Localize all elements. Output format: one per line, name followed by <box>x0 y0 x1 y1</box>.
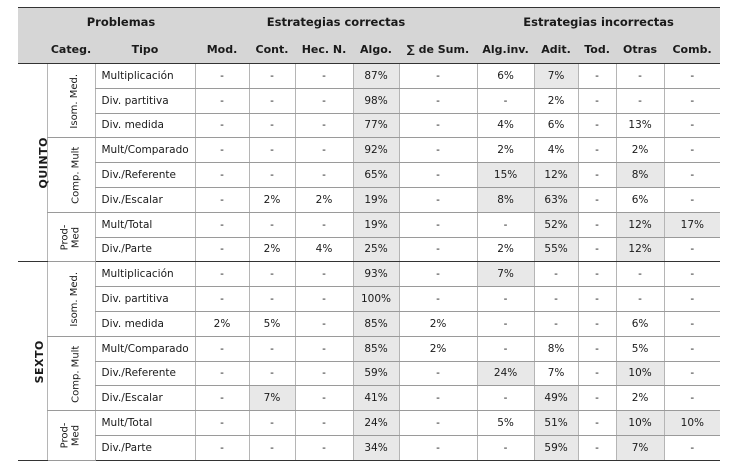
cell-algo: 93% <box>353 262 399 287</box>
cell-sum: - <box>399 163 477 188</box>
cell-alginv: - <box>477 88 534 113</box>
cell-hecn: - <box>295 262 353 287</box>
cell-comb: - <box>664 138 720 163</box>
cell-hecn: - <box>295 336 353 361</box>
category-label <box>47 64 95 138</box>
cell-adit: 55% <box>534 237 578 262</box>
col-header-mod: Mod. <box>195 36 249 64</box>
cell-algo: 25% <box>353 237 399 262</box>
cell-comb: - <box>664 237 720 262</box>
cell-tipo: Div./Escalar <box>95 386 195 411</box>
group-header-problemas: Problemas <box>47 8 195 37</box>
cell-tipo: Div./Parte <box>95 237 195 262</box>
cell-adit: 4% <box>534 138 578 163</box>
cell-alginv: 7% <box>477 262 534 287</box>
cell-cont: 2% <box>249 187 295 212</box>
group-header-incorrectas: Estrategias incorrectas <box>477 8 720 37</box>
col-header-sum: ∑ de Sum. <box>399 36 477 64</box>
table-row <box>18 435 720 460</box>
cell-sum: - <box>399 88 477 113</box>
cell-otras: 10% <box>616 411 664 436</box>
cell-mod: - <box>195 187 249 212</box>
cell-tod: - <box>578 435 616 460</box>
cell-cont: - <box>249 88 295 113</box>
cell-cont: - <box>249 113 295 138</box>
cell-comb: - <box>664 113 720 138</box>
cell-mod: - <box>195 163 249 188</box>
cell-adit: 51% <box>534 411 578 436</box>
cell-algo: 24% <box>353 411 399 436</box>
col-header-hecn: Hec. N. <box>295 36 353 64</box>
table-row <box>18 138 720 163</box>
col-header-categ: Categ. <box>47 36 95 64</box>
cell-otras: - <box>616 287 664 312</box>
table-row <box>18 212 720 237</box>
cell-cont: - <box>249 163 295 188</box>
cell-adit: 59% <box>534 435 578 460</box>
col-header-adit: Adit. <box>534 36 578 64</box>
col-header-tipo: Tipo <box>95 36 195 64</box>
cell-tipo: Div./Escalar <box>95 187 195 212</box>
cell-otras: - <box>616 88 664 113</box>
grade-label-text: QUINTO <box>36 137 50 189</box>
grade-label <box>18 64 50 262</box>
cell-cont: - <box>249 336 295 361</box>
cell-cont: - <box>249 212 295 237</box>
cell-alginv: - <box>477 386 534 411</box>
cell-otras: 12% <box>616 237 664 262</box>
cell-mod: - <box>195 411 249 436</box>
cell-mod: - <box>195 113 249 138</box>
cell-adit: 2% <box>534 88 578 113</box>
cell-algo: 41% <box>353 386 399 411</box>
cell-hecn: 4% <box>295 237 353 262</box>
cell-hecn: - <box>295 361 353 386</box>
cell-algo: 65% <box>353 163 399 188</box>
category-label-text: Prod- Med <box>59 224 81 250</box>
cell-tod: - <box>578 187 616 212</box>
cell-otras: - <box>616 64 664 89</box>
category-label-text: Comp. Mult <box>69 345 81 403</box>
cell-alginv: 8% <box>477 187 534 212</box>
cell-cont: - <box>249 435 295 460</box>
cell-tipo: Div./Referente <box>95 361 195 386</box>
cell-tod: - <box>578 237 616 262</box>
cell-comb: - <box>664 311 720 336</box>
cell-tod: - <box>578 113 616 138</box>
cell-tipo: Div. medida <box>95 113 195 138</box>
cell-hecn: - <box>295 386 353 411</box>
cell-otras: 10% <box>616 361 664 386</box>
cell-hecn: - <box>295 411 353 436</box>
cell-comb: - <box>664 336 720 361</box>
category-label <box>47 262 95 336</box>
cell-tod: - <box>578 88 616 113</box>
results-table-container <box>18 7 720 461</box>
cell-mod: 2% <box>195 311 249 336</box>
cell-cont: - <box>249 287 295 312</box>
cell-sum: 2% <box>399 336 477 361</box>
cell-hecn: - <box>295 64 353 89</box>
cell-hecn: - <box>295 138 353 163</box>
category-label-text: Comp. Mult <box>69 146 81 205</box>
cell-alginv: - <box>477 311 534 336</box>
cell-tod: - <box>578 262 616 287</box>
cell-adit: 7% <box>534 64 578 89</box>
cell-algo: 59% <box>353 361 399 386</box>
cell-tod: - <box>578 361 616 386</box>
category-label <box>47 336 95 410</box>
cell-alginv: - <box>477 336 534 361</box>
cell-algo: 77% <box>353 113 399 138</box>
cell-mod: - <box>195 435 249 460</box>
table-row <box>18 113 720 138</box>
cell-mod: - <box>195 237 249 262</box>
cell-mod: - <box>195 336 249 361</box>
cell-comb: 10% <box>664 411 720 436</box>
cell-cont: - <box>249 262 295 287</box>
cell-adit: 52% <box>534 212 578 237</box>
cell-tod: - <box>578 336 616 361</box>
cell-alginv: - <box>477 435 534 460</box>
cell-sum: - <box>399 64 477 89</box>
cell-comb: - <box>664 187 720 212</box>
cell-algo: 98% <box>353 88 399 113</box>
cell-alginv: - <box>477 287 534 312</box>
table-row <box>18 361 720 386</box>
col-header-comb: Comb. <box>664 36 720 64</box>
cell-otras: 8% <box>616 163 664 188</box>
cell-adit: 12% <box>534 163 578 188</box>
cell-algo: 92% <box>353 138 399 163</box>
cell-hecn: - <box>295 287 353 312</box>
cell-hecn: - <box>295 435 353 460</box>
cell-tod: - <box>578 212 616 237</box>
cell-otras: 2% <box>616 386 664 411</box>
category-label <box>47 212 95 262</box>
grade-label-text: SEXTO <box>32 339 46 383</box>
cell-mod: - <box>195 88 249 113</box>
cell-mod: - <box>195 212 249 237</box>
cell-sum: - <box>399 287 477 312</box>
table-row <box>18 311 720 336</box>
cell-otras: 2% <box>616 138 664 163</box>
cell-algo: 100% <box>353 287 399 312</box>
cell-mod: - <box>195 64 249 89</box>
cell-tipo: Div./Referente <box>95 163 195 188</box>
cell-hecn: - <box>295 311 353 336</box>
cell-adit: 7% <box>534 361 578 386</box>
cell-algo: 85% <box>353 336 399 361</box>
cell-sum: - <box>399 187 477 212</box>
cell-hecn: - <box>295 212 353 237</box>
cell-hecn: - <box>295 163 353 188</box>
table-row <box>18 386 720 411</box>
cell-tod: - <box>578 411 616 436</box>
cell-otras: 12% <box>616 212 664 237</box>
cell-adit: 49% <box>534 386 578 411</box>
cell-sum: - <box>399 138 477 163</box>
cell-hecn: - <box>295 88 353 113</box>
table-row <box>18 64 720 89</box>
cell-algo: 19% <box>353 187 399 212</box>
cell-tod: - <box>578 64 616 89</box>
col-header-otras: Otras <box>616 36 664 64</box>
table-row <box>18 88 720 113</box>
cell-algo: 87% <box>353 64 399 89</box>
grade-label <box>18 262 47 460</box>
cell-tipo: Mult/Comparado <box>95 336 195 361</box>
cell-mod: - <box>195 361 249 386</box>
cell-alginv: - <box>477 212 534 237</box>
cell-adit: 63% <box>534 187 578 212</box>
table-row <box>18 411 720 436</box>
cell-alginv: 2% <box>477 237 534 262</box>
cell-tod: - <box>578 163 616 188</box>
cell-alginv: 6% <box>477 64 534 89</box>
cell-tipo: Mult/Total <box>95 411 195 436</box>
table-header <box>18 8 720 64</box>
cell-sum: - <box>399 113 477 138</box>
cell-comb: - <box>664 361 720 386</box>
cell-alginv: 24% <box>477 361 534 386</box>
cell-cont: - <box>249 411 295 436</box>
cell-cont: 5% <box>249 311 295 336</box>
cell-sum: - <box>399 361 477 386</box>
cell-alginv: 4% <box>477 113 534 138</box>
cell-cont: - <box>249 138 295 163</box>
cell-tipo: Div. partitiva <box>95 287 195 312</box>
cell-adit: - <box>534 262 578 287</box>
table-row <box>18 336 720 361</box>
cell-alginv: 5% <box>477 411 534 436</box>
cell-tod: - <box>578 138 616 163</box>
cell-otras: 7% <box>616 435 664 460</box>
col-header-alginv: Alg.inv. <box>477 36 534 64</box>
cell-comb: - <box>664 386 720 411</box>
cell-hecn: 2% <box>295 187 353 212</box>
cell-comb: - <box>664 435 720 460</box>
col-header-tod: Tod. <box>578 36 616 64</box>
cell-mod: - <box>195 138 249 163</box>
cell-cont: - <box>249 64 295 89</box>
table-row <box>18 287 720 312</box>
cell-tod: - <box>578 386 616 411</box>
cell-sum: - <box>399 212 477 237</box>
cell-otras: 5% <box>616 336 664 361</box>
cell-adit: - <box>534 287 578 312</box>
cell-otras: 6% <box>616 311 664 336</box>
cell-tipo: Mult/Total <box>95 212 195 237</box>
cell-comb: 17% <box>664 212 720 237</box>
cell-comb: - <box>664 262 720 287</box>
col-header-cont: Cont. <box>249 36 295 64</box>
table-body <box>18 64 720 461</box>
table-row <box>18 237 720 262</box>
cell-tipo: Div./Parte <box>95 435 195 460</box>
cell-sum: - <box>399 237 477 262</box>
cell-tod: - <box>578 311 616 336</box>
cell-mod: - <box>195 287 249 312</box>
category-label-text: Isom. Med. <box>68 73 80 129</box>
cell-tipo: Multiplicación <box>95 64 195 89</box>
cell-cont: 7% <box>249 386 295 411</box>
cell-sum: - <box>399 262 477 287</box>
cell-tipo: Multiplicación <box>95 262 195 287</box>
cell-sum: 2% <box>399 311 477 336</box>
cell-alginv: 15% <box>477 163 534 188</box>
cell-otras: - <box>616 262 664 287</box>
cell-algo: 34% <box>353 435 399 460</box>
category-label-text: Prod- Med <box>59 422 81 449</box>
cell-comb: - <box>664 88 720 113</box>
table-row <box>18 187 720 212</box>
cell-alginv: 2% <box>477 138 534 163</box>
cell-sum: - <box>399 435 477 460</box>
cell-hecn: - <box>295 113 353 138</box>
cell-sum: - <box>399 411 477 436</box>
cell-comb: - <box>664 64 720 89</box>
cell-tod: - <box>578 287 616 312</box>
cell-algo: 19% <box>353 212 399 237</box>
cell-tipo: Mult/Comparado <box>95 138 195 163</box>
cell-mod: - <box>195 386 249 411</box>
cell-comb: - <box>664 287 720 312</box>
cell-adit: 8% <box>534 336 578 361</box>
cell-mod: - <box>195 262 249 287</box>
cell-tipo: Div. medida <box>95 311 195 336</box>
category-label <box>47 138 95 212</box>
strategies-table <box>18 7 720 461</box>
group-header-correctas: Estrategias correctas <box>195 8 477 37</box>
table-row <box>18 163 720 188</box>
cell-sum: - <box>399 386 477 411</box>
cell-algo: 85% <box>353 311 399 336</box>
category-label-text: Isom. Med. <box>68 272 80 327</box>
cell-tipo: Div. partitiva <box>95 88 195 113</box>
cell-adit: 6% <box>534 113 578 138</box>
category-label <box>47 411 95 461</box>
cell-cont: 2% <box>249 237 295 262</box>
col-header-algo: Algo. <box>353 36 399 64</box>
cell-otras: 6% <box>616 187 664 212</box>
cell-adit: - <box>534 311 578 336</box>
table-row <box>18 262 720 287</box>
cell-cont: - <box>249 361 295 386</box>
cell-otras: 13% <box>616 113 664 138</box>
cell-comb: - <box>664 163 720 188</box>
